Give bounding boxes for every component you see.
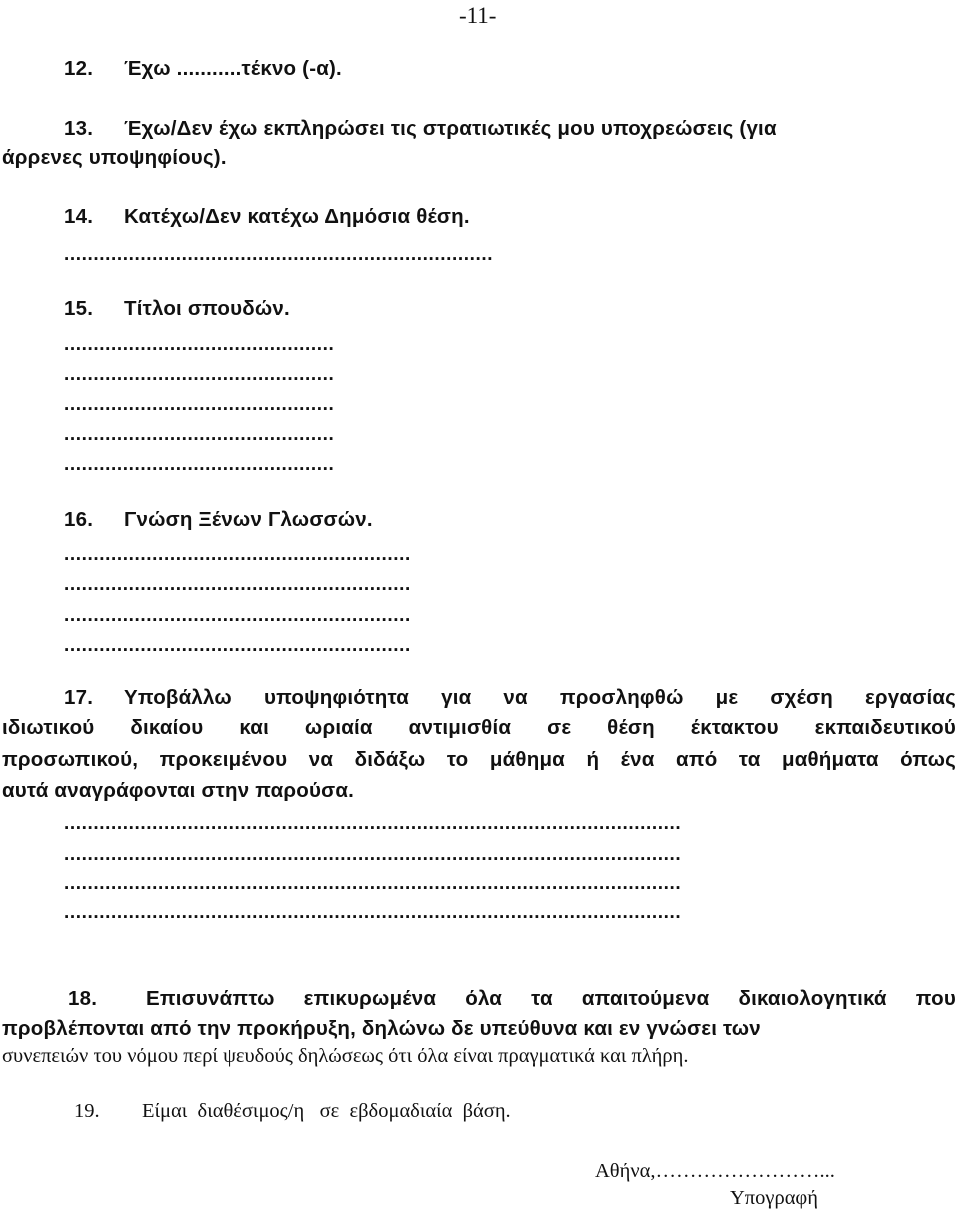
- item-17-fill-line: .........................................................................................................: [64, 902, 682, 923]
- item-17-line-3: προσωπικού, προκειμένου να διδάξω το μάθημα ή ένα από τα μαθήματα όπως: [2, 748, 956, 771]
- page-number: -11-: [459, 3, 497, 28]
- item-14-number: 14.: [64, 205, 94, 228]
- item-17-fill-line: .........................................................................................................: [64, 873, 682, 894]
- item-19-text: Είμαι διαθέσιμος/η σε εβδομαδιαία βάση.: [142, 1100, 511, 1122]
- item-13-number: 13.: [64, 117, 94, 140]
- item-15-fill-line: ..............................................: [64, 394, 335, 415]
- item-18-line-2: προβλέπονται από την προκήρυξη, δηλώνω δε υπεύθυνα και εν γνώσει των: [2, 1017, 761, 1040]
- item-15-fill-line: ..............................................: [64, 424, 335, 445]
- item-16-fill-line: ...........................................................: [64, 605, 411, 626]
- item-19-number: 19.: [74, 1100, 100, 1122]
- item-18-line-1: Επισυνάπτω επικυρωμένα όλα τα απαιτούμενα δικαιολογητικά που: [146, 987, 956, 1010]
- item-13-line-2: άρρενες υποψηφίους).: [2, 146, 227, 169]
- item-17-fill-line: .........................................................................................................: [64, 813, 682, 834]
- place-date-line: Αθήνα,……………………...: [595, 1160, 835, 1182]
- item-18-line-3: συνεπειών του νόμου περί ψευδούς δηλώσεως ότι όλα είναι πραγματικά και πλήρη.: [2, 1045, 689, 1067]
- item-16-text: Γνώση Ξένων Γλωσσών.: [124, 508, 373, 531]
- item-17-line-1: Υποβάλλω υποψηφιότητα για να προσληφθώ με σχέση εργασίας: [124, 686, 956, 709]
- item-15-number: 15.: [64, 297, 94, 320]
- item-17-line-4: αυτά αναγράφονται στην παρούσα.: [2, 779, 355, 802]
- item-13-line-1: Έχω/Δεν έχω εκπληρώσει τις στρατιωτικές μου υποχρεώσεις (για: [124, 117, 777, 140]
- item-12-number: 12.: [64, 57, 94, 80]
- item-14-fill-line: .........................................................................: [64, 244, 494, 265]
- item-15-fill-line: ..............................................: [64, 364, 335, 385]
- item-16-fill-line: ...........................................................: [64, 635, 411, 656]
- item-16-fill-line: ...........................................................: [64, 574, 411, 595]
- item-18-number: 18.: [68, 987, 98, 1010]
- signature-label: Υπογραφή: [730, 1187, 818, 1209]
- item-17-fill-line: .........................................................................................................: [64, 844, 682, 865]
- item-15-fill-line: ..............................................: [64, 334, 335, 355]
- item-16-fill-line: ...........................................................: [64, 544, 411, 565]
- item-16-number: 16.: [64, 508, 94, 531]
- item-14-text: Κατέχω/Δεν κατέχω Δημόσια θέση.: [124, 205, 470, 228]
- item-17-line-2: ιδιωτικού δικαίου και ωριαία αντιμισθία σε θέση έκτακτου εκπαιδευτικού: [2, 716, 956, 739]
- item-15-fill-line: ..............................................: [64, 454, 335, 475]
- item-17-number: 17.: [64, 686, 94, 709]
- item-12-text: Έχω ...........τέκνο (-α).: [124, 57, 342, 80]
- item-15-text: Τίτλοι σπουδών.: [124, 297, 290, 320]
